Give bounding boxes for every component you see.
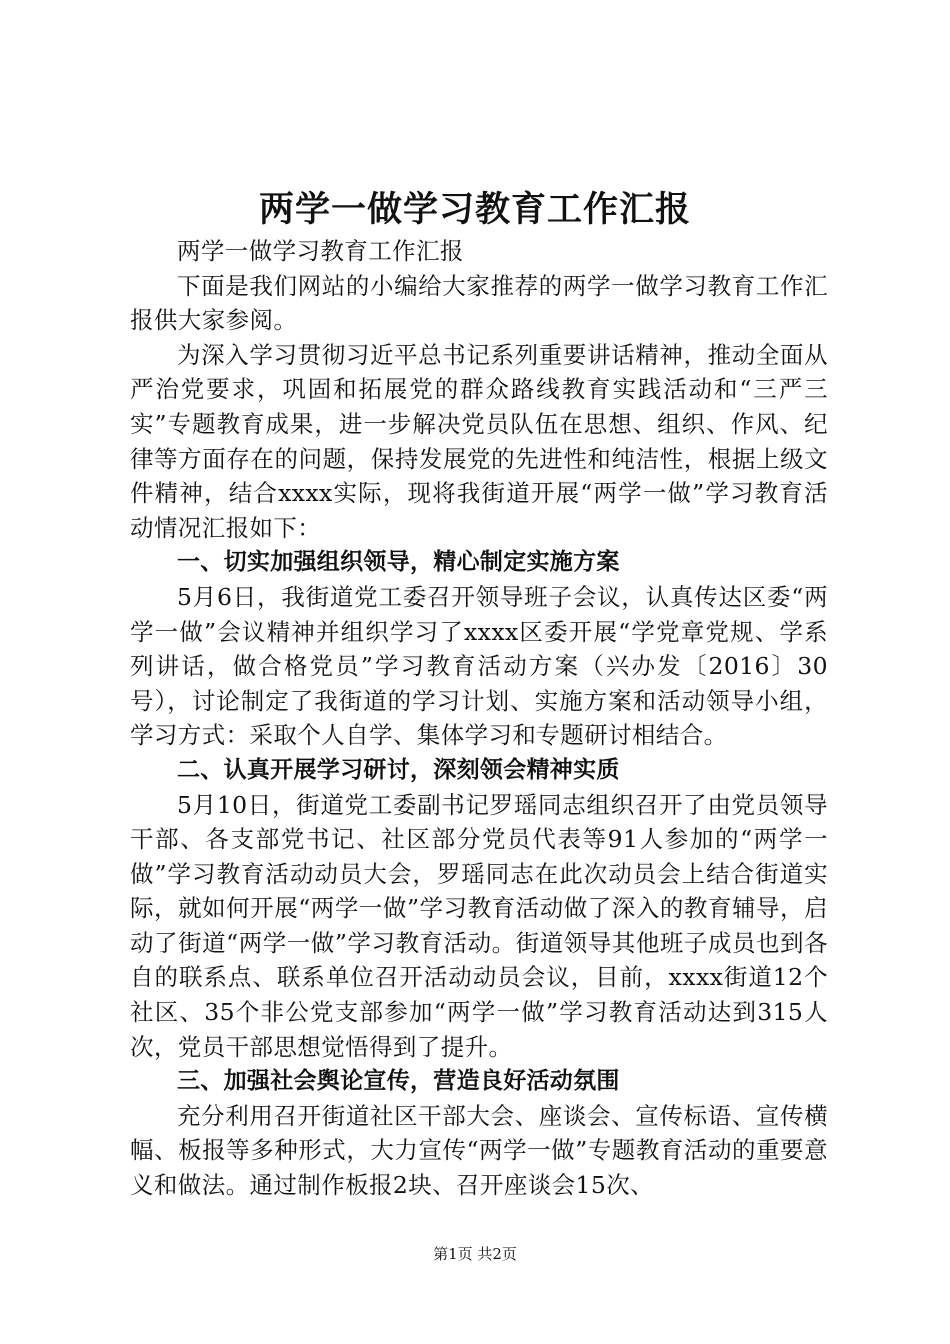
document-title: 两学一做学习教育工作汇报 [258,190,691,230]
section-text-3: 充分利用召开街道社区干部大会、座谈会、宣传标语、宣传横幅、板报等多种形式，大力宣传“两学一做”专题教育活动的重要意义和做法。通过制作板报2块、召开座谈会15次、 [130,1101,828,1200]
section-heading-2: 二、认真开展学习研讨，深刻领会精神实质 [177,756,620,783]
subtitle-paragraph: 两学一做学习教育工作汇报 [177,237,464,265]
section-text-2: 5月10日，街道党工委副书记罗瑶同志组织召开了由党员领导干部、各支部党书记、社区部分党员代表等91人参加的“两学一做”学习教育活动动员大会，罗瑶同志在此次动员会上结合街道实际，就如何开展“两学一做”学习教育活动做了深入的教育辅导，启动了街道“两学一做”学习教育活动。街道领导其他班子成员也到各自的联系点、联系单位召开活动动员会议，目前，xxxx街道12个社区、35个非公党支部参加“两学一做”学习教育活动达到315人次，党员干部思想觉悟得到了提升。 [130,790,828,1061]
section-heading-1: 一、切实加强组织领导，精心制定实施方案 [177,549,620,576]
document-body [130,234,828,1203]
background-paragraph: 为深入学习贯彻习近平总书记系列重要讲话精神，推动全面从严治党要求，巩固和拓展党的群众路线教育实践活动和“三严三实”专题教育成果，进一步解决党员队伍在思想、组织、作风、纪律等方面存在的问题，保持发展党的先进性和纯洁性，根据上级文件精神，结合xxxx实际，现将我街道开展“两学一做”学习教育活动情况汇报如下： [130,340,828,542]
page-number-footer: 第1页 共2页 [433,1245,517,1263]
intro-paragraph: 下面是我们网站的小编给大家推荐的两学一做学习教育工作汇报供大家参阅。 [130,271,828,335]
section-text-1: 5月6日，我街道党工委召开领导班子会议，认真传达区委“两学一做”会议精神并组织学习了xxxx区委开展“学党章党规、学系列讲话，做合格党员”学习教育活动方案（兴办发〔2016〕30号），讨论制定了我街道的学习计划、实施方案和活动领导小组，学习方式：采取个人自学、集体学习和专题研讨相结合。 [130,582,828,750]
section-heading-3: 三、加强社会舆论宣传，营造良好活动氛围 [177,1068,620,1095]
